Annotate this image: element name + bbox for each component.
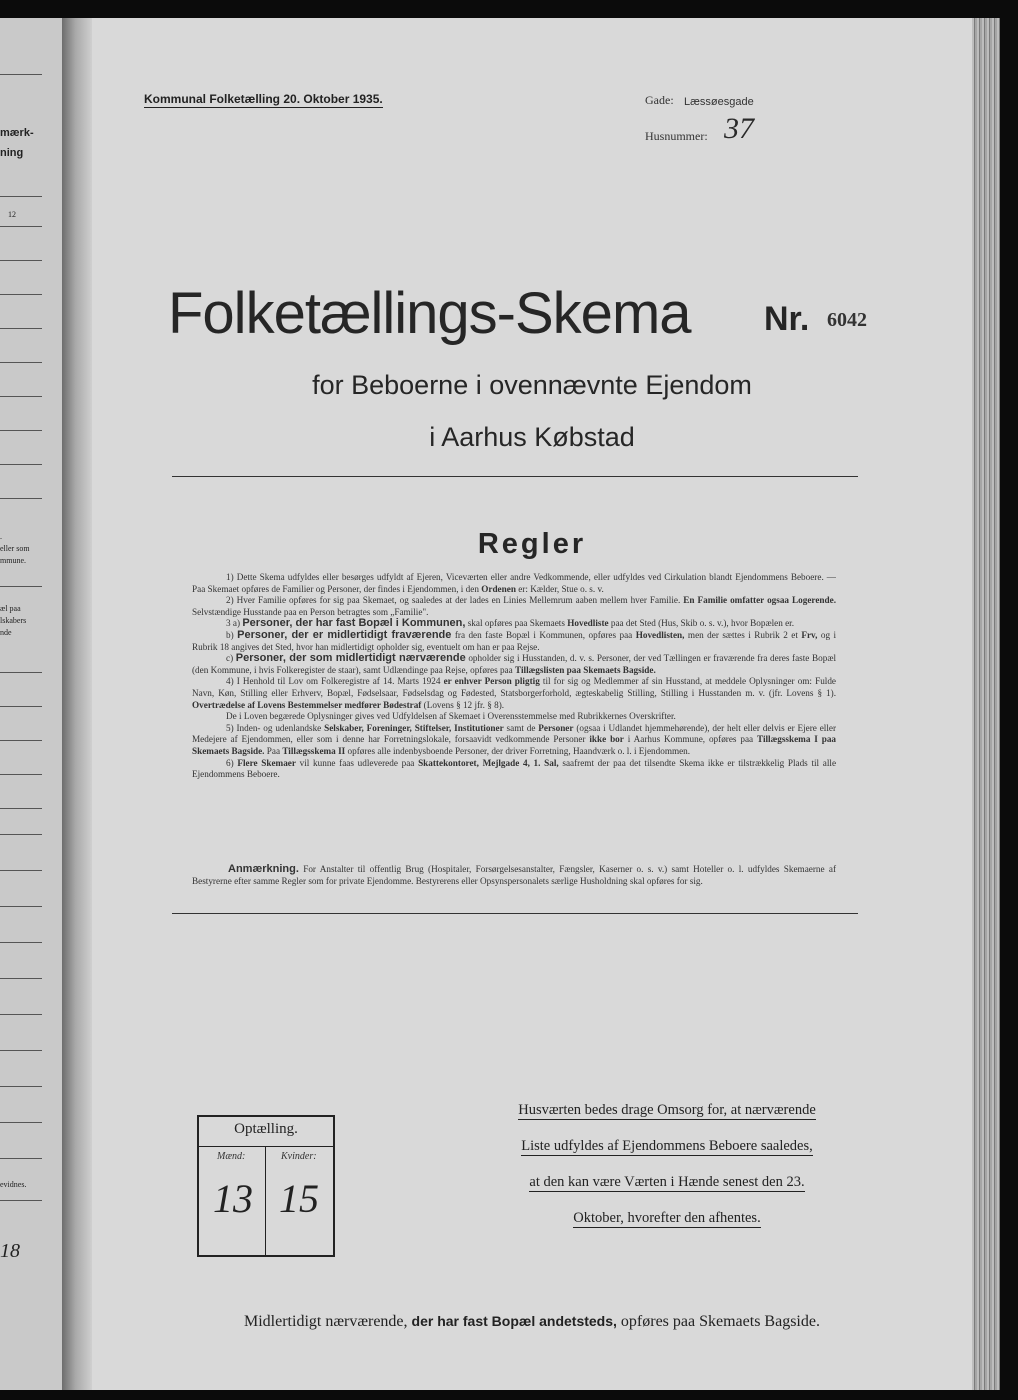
form-title: Folketællings-Skema [168, 281, 691, 346]
notice-line-2: Liste udfyldes af Ejendommens Beboere saaledes, [521, 1138, 813, 1154]
form-subtitle-1: for Beboerne i ovennævnte Ejendom [312, 370, 752, 400]
left-fragment-1c: mmune. [0, 556, 26, 565]
rule-1: 1) Dette Skema udfyldes eller besørges udfyldt af Ejeren, Viceværten eller andre Vedkommende, eller udfyldes ved Cirkulation blandt Ejendommens Beboere. — Paa Skemaet opføres de Familier og Personer, der findes i Ejendommen, i den Ordenen er: Kælder, Stue o. s. v. [192, 572, 836, 594]
rule-5: 5) Inden- og udenlandske Selskaber, Foreninger, Stiftelser, Institutioner samt de Personer (ogsaa i Udlandet hjemmehørende), der helt eller delvis er Ejere eller Medejere af Ejendommen, eller som i denne har Forretningslokale, forsaavidt vedkommende Personer ikke bor i Aarhus Kommune, opføres paa Tillægsskema I paa Skemaets Bagside. Paa Tillægsskema II opføres alle indenbysboende Personer, der driver Forretning, Haandværk o. l. i Ejendommen. [192, 722, 837, 756]
page-edges [972, 18, 1000, 1390]
note-text [192, 864, 836, 887]
notice-line-4: Oktober, hvorefter den afhentes. [573, 1210, 761, 1226]
form-nr-label: Nr. [764, 300, 810, 338]
left-rule [0, 196, 42, 197]
left-rule [0, 774, 42, 775]
left-rule [0, 226, 42, 227]
rule-2: 2) Hver Familie opføres for sig paa Skemaet, og saaledes at der lades en Linies Mellemrum aaben mellem hver Familie. En Familie omfatter ogsaa Logerende. Selvstændige Husstande paa en Person betragtes som „Familie". [192, 595, 836, 617]
men-label: Mænd: [217, 1151, 246, 1162]
women-label: Kvinder: [281, 1151, 317, 1162]
rule-4-note: De i Loven begærede Oplysninger gives ved Udfyldelsen af Skemaet i Overensstemmelse med Rubrikkernes Overskrifter. [226, 711, 676, 722]
left-handwriting: 18 [0, 1240, 20, 1262]
left-rule [0, 808, 42, 809]
left-rule [0, 74, 42, 75]
left-rule [0, 362, 42, 363]
left-heading-2: ning [0, 147, 24, 159]
left-rule [0, 1200, 42, 1201]
left-fragment-1a: . [0, 532, 2, 541]
left-rule [0, 260, 42, 261]
divider-top [172, 476, 858, 477]
left-rule [0, 464, 42, 465]
rule-3a: 3 a) Personer, der har fast Bopæl i Kommunen, skal opføres paa Skemaets Hovedliste paa det Sted (Hus, Skib o. s. v.), hvor Bopælen er. [226, 617, 795, 630]
rule-3b: b) Personer, der er midlertidigt fraværende fra den faste Bopæl i Kommunen, opføres paa Hovedlisten, men der sættes i Rubrik 2 et Frv, og i Rubrik 18 angives det Sted, hvor han midlertidigt opholder sig, eventuelt om han er paa Rejse. [192, 628, 837, 652]
men-count: 13 [213, 1176, 253, 1221]
left-facing-page [0, 18, 62, 1390]
form-subtitle-2: i Aarhus Købstad [429, 422, 635, 452]
left-rule [0, 586, 42, 587]
left-rule [0, 978, 42, 979]
notice-line-3: at den kan være Værten i Hænde senest den 23. [529, 1174, 805, 1190]
left-rule [0, 1014, 42, 1015]
count-box [197, 1115, 335, 1257]
left-rule [0, 294, 42, 295]
left-rule [0, 870, 42, 871]
house-number-value: 37 [724, 112, 754, 145]
left-rule [0, 706, 42, 707]
notice-line-1: Husværten bedes drage Omsorg for, at nærværende [518, 1102, 816, 1118]
left-rule [0, 328, 42, 329]
rule-4: 4) I Henhold til Lov om Folkeregistre af 14. Marts 1924 er enhver Person pligtig til for sig og Medlemmer af sin Husstand, at meddele Oplysninger om: Fulde Navn, Køn, Stilling eller Erhverv, Bopæl, Fødselsaar, Fødselsdag og Fødested, Statsborgerforhold, ægteskabelig Stilling, Stilling i Husstanden m. v. (jfr. Lovens § 1). Overtrædelse af Lovens Bestemmelser medfører Bødestraf (Lovens § 12 jfr. § 8). [192, 676, 837, 710]
left-rule [0, 906, 42, 907]
left-rule [0, 942, 42, 943]
street-value: Læssøesgade [684, 96, 754, 108]
street-label: Gade: [645, 93, 674, 107]
census-form-page [92, 18, 972, 1390]
left-fragment-2a: æl paa [0, 604, 21, 613]
rules-heading: Regler [477, 528, 587, 560]
left-rule [0, 1122, 42, 1123]
left-rule [0, 430, 42, 431]
note-label: Anmærkning. [228, 863, 299, 875]
note-body: For Anstalter til offentlig Brug (Hospitaler, Forsørgelsesanstalter, Fængsler, Kaserner o. s. v.) samt Hoteller o. l. udfyldes Skemaerne af Bestyrerne efter samme Regler som for private Ejendomme. Bestyrerens eller Opsynspersonalets særlige Husholdning skal opføres for sig. [192, 864, 837, 886]
left-fragment-2c: nde [0, 628, 12, 637]
left-rule [0, 1086, 42, 1087]
divider-bottom [172, 913, 858, 914]
left-rule [0, 396, 42, 397]
women-count: 15 [279, 1176, 319, 1221]
left-rule [0, 740, 42, 741]
footer-note: Midlertidigt nærværende, der har fast Bopæl andetsteds, opføres paa Skemaets Bagside. [244, 1313, 820, 1330]
house-number-label: Husnummer: [645, 129, 708, 143]
form-nr-value: 6042 [827, 309, 867, 331]
left-rule [0, 498, 42, 499]
rule-3c: c) Personer, der som midlertidigt nærværende opholder sig i Husstanden, d. v. s. Personer, der ved Tællingen er fraværende fra deres faste Bopæl (den Kommune, i hvis Folkeregister de staar), samt Udlændinge paa Rejse, opføres paa Tillægslisten paa Skemaets Bagside. [192, 652, 837, 675]
left-col-number: 12 [8, 210, 16, 219]
rules-text [192, 572, 836, 781]
left-fragment-2b: lskabers [0, 616, 27, 625]
left-fragment-1b: eller som [0, 544, 30, 553]
count-box-separator [265, 1146, 266, 1256]
left-rule [0, 834, 42, 835]
left-rule [0, 1158, 42, 1159]
left-rule [0, 1050, 42, 1051]
rule-6: 6) Flere Skemaer vil kunne faas udleverede paa Skattekontoret, Mejlgade 4, 1. Sal, saafremt der paa det tilsendte Skema ikke er tilstrækkelig Plads til alle Ejendommens Beboere. [192, 757, 837, 780]
left-fragment-3: evidnes. [0, 1180, 27, 1189]
count-box-title: Optælling. [234, 1121, 298, 1137]
book-gutter [62, 18, 92, 1390]
left-rule [0, 672, 42, 673]
count-box-divider [199, 1146, 333, 1147]
left-heading-1: mærk- [0, 127, 34, 139]
census-header: Kommunal Folketælling 20. Oktober 1935. [144, 92, 383, 106]
